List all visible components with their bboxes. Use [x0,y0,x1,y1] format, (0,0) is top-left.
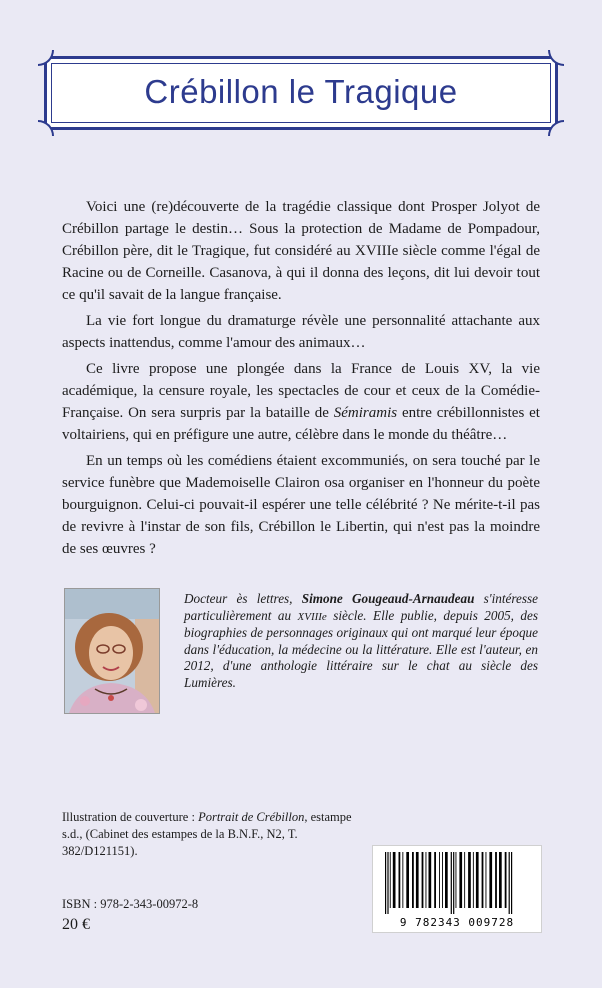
barcode-bar [422,852,424,908]
cover-credits: Illustration de couverture : Portrait de Crébillon, estampe s.d., (Cabinet des estampes de la B.N.F., N2, T. 382/D121151). [62,810,352,858]
barcode-bar [399,852,401,908]
barcode-bar [402,852,403,908]
barcode-bar [412,852,414,908]
author-bio [184,591,538,692]
barcode-number: 9 782343 009728 [399,916,515,929]
barcode-bar [453,852,454,914]
barcode-bar [511,852,512,914]
barcode-bar [489,852,492,908]
back-cover-blurb [62,196,540,564]
barcode-bar [434,852,436,908]
barcode-bar [464,852,465,908]
frame-corner-ornament [38,50,54,66]
barcode-bar [499,852,502,908]
barcode-bar [459,852,462,908]
barcode-bar [385,852,386,914]
blurb-paragraph: En un temps où les comédiens étaient excommuniés, on sera touché par le service funèbre que Mademoiselle Clairon osa organiser en l'honneur du poète bourguignon. Celui-ci pouvait-il espérer une telle célébrité ? Ne mérite-t-il pas de revivre à l'instar de son fils, Crébillon le Libertin, qui n'est pas la moindre de ses œuvres ? [62,453,540,557]
barcode-bar [442,852,443,908]
title-frame [44,56,558,130]
frame-corner-ornament [548,50,564,66]
barcode-bar [451,852,452,914]
barcode-bar [439,852,440,908]
isbn: ISBN : 978-2-343-00972-8 [62,897,199,911]
barcode-bar [486,852,487,908]
author-portrait-image [65,589,159,713]
barcode-bar [476,852,479,908]
barcode-bars [373,846,541,916]
barcode-bar [393,852,396,908]
illustration-title: Portrait de Crébillon [198,810,305,824]
bio-paragraph: Docteur ès lettres, Simone Gougeaud-Arnaudeau s'intéresse particulièrement au XVIIIe siècle. Elle publie, depuis 2005, des biographies de personnages originaux qui ont marqué leur époque dans l'éducation, la médecine ou la littérature. Elle est l'auteur, en 2012, d'une anthologie littéraire sur le chat au siècle des Lumières. [184,591,539,690]
frame-corner-ornament [548,120,564,136]
author-photo [64,588,160,714]
italic-title: Sémiramis [333,405,398,421]
barcode-bar [505,852,507,908]
barcode-bar [482,852,484,908]
barcode-bar [416,852,419,908]
barcode-bar [406,852,409,908]
book-title: Crébillon le Tragique [144,73,458,110]
barcode-bar [426,852,427,908]
barcode-bar [387,852,388,914]
author-name: Simone Gougeaud-Arnaudeau [301,591,475,606]
barcode-bar [495,852,497,908]
price: 20 € [62,916,90,933]
barcode-bar [468,852,471,908]
barcode [372,845,542,933]
barcode-bar [456,852,457,908]
barcode-bar [509,852,510,914]
barcode-bar [429,852,432,908]
barcode-bar [445,852,448,908]
frame-corner-ornament [38,120,54,136]
barcode-bar [473,852,474,908]
century-numeral: XVIIIe [297,610,327,623]
blurb-paragraph: La vie fort longue du dramaturge révèle une personnalité attachante aux aspects inattendus, comme l'amour des animaux… [62,313,540,351]
blurb-paragraph: Voici une (re)découverte de la tragédie classique dont Prosper Jolyot de Crébillon partage le destin… Sous la protection de Madame de Pompadour, Crébillon père, dit le Tragique, fut considéré au XVIIIe siècle comme l'égal de Racine ou de Corneille. Casanova, à qui il donna des leçons, dit lui devoir tout ce qu'il savait de la langue française. [62,199,540,303]
blurb-paragraph: Ce livre propose une plongée dans la France de Louis XV, la vie académique, la censure royale, les spectacles de cour et ceux de la Comédie-Française. On sera surpris par la bataille de Sémiramis entre crébillonnistes et voltairiens, qui en préfigure une autre, célèbre dans le monde du théâtre… [62,361,540,443]
barcode-bar [390,852,391,908]
